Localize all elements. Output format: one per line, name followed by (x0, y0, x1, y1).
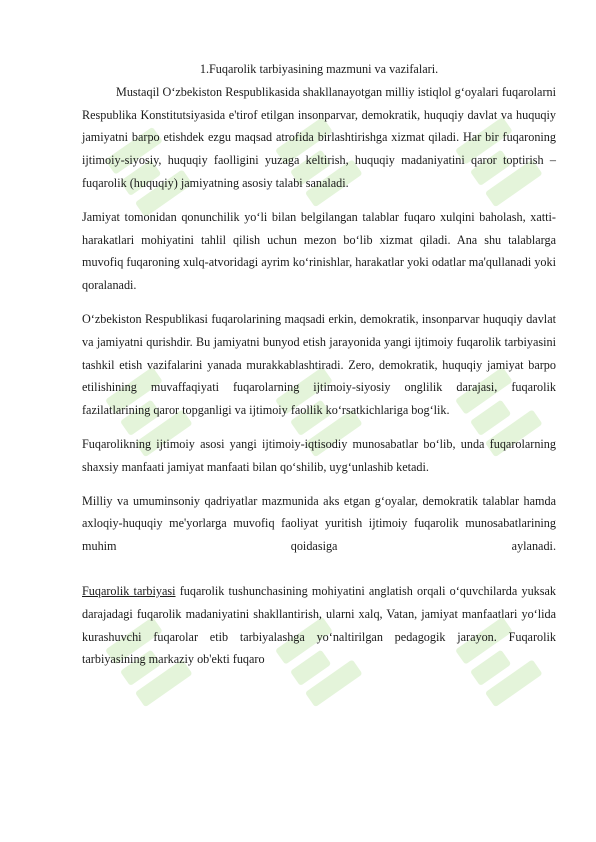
paragraph-4: Fuqarolikning ijtimoiy asosi yangi ijtimoiy-iqtisodiy munosabatlar bo‘lib, unda fuqarolarning shaxsiy manfaati jamiyat manfaati bilan qo‘shilib, uyg‘unlashib ketadi. (82, 436, 556, 474)
paragraph-5: Milliy va umuminsoniy qadriyatlar mazmunida aks etgan g‘oyalar, demokratik talablar hamda axloqiy-huquqiy me'yorlarga muvofiq faoliyat yuritish ijtimoiy fuqarolik munosabatlarining muhim qoidasiga aylanadi. (82, 493, 556, 554)
document-body (82, 58, 556, 682)
paragraph-2: Jamiyat tomonidan qonunchilik yo‘li bilan belgilangan talablar fuqaro xulqini baholash, xatti-harakatlari mohiyatini tahlil qilish uchun mezon bo‘lib xizmat qiladi. Ana shu talablarga muvofiq fuqaroning xulq-atvoridagi ayrim ko‘rinishlar, harakatlar yoki odatlar ma'qullanadi yoki qoralanadi. (82, 209, 556, 293)
defined-term: Fuqarolik tarbiyasi (82, 583, 176, 598)
paragraph-6 (82, 580, 556, 671)
paragraph-3: O‘zbekiston Respublikasi fuqarolarining maqsadi erkin, demokratik, insonparvar huquqiy davlat va jamiyatni qurishdir. Bu jamiyatni bunyod etish jarayonida yangi ijtimoiy fuqarolik tarbiyasini tashkil etish vazifalarini yanada murakkablashtiradi. Zero, demokratik, huquqiy jamiyat barpo etilishining muvaffaqiyati fuqarolarning ijtimoiy-siyosiy onglilik darajasi, fuqarolik fazilatlarining qaror topganligi va ijtimoiy faollik ko‘rsatkichlariga bog‘lik. (82, 311, 556, 418)
paragraph-6-text: fuqarolik tushunchasining mohiyatini anglatish orqali o‘quvchilarda yuksak darajadagi fuqarolik madaniyatini shakllantirish, ularni xalq, Vatan, jamiyat manfaatlari yo‘lida kurashuvchi fuqarolar etib tarbiyalashga yo‘naltirilgan pedagogik jarayon. Fuqarolik tarbiyasining markaziy ob'ekti fuqaro (82, 583, 556, 667)
section-title: 1.Fuqarolik tarbiyasining mazmuni va vazifalari. (199, 62, 439, 76)
paragraph-1: Mustaqil O‘zbekiston Respublikasida shakllanayotgan milliy istiqlol g‘oyalari fuqarolarni Respublika Konstitutsiyasida e'tirof etilgan insonparvar, demokratik, huquqiy davlat va huquqiy jamiyatni barpo etishdek ezgu maqsad atrofida birlashtirishga xizmat qiladi. Har bir fuqaroning ijtimoiy-siyosiy, huquqiy faolligini yuzaga keltirish, huquqiy madaniyatini qaror toptirish – fuqarolik (huquqiy) jamiyatning asosiy talabi sanaladi. (82, 84, 556, 190)
